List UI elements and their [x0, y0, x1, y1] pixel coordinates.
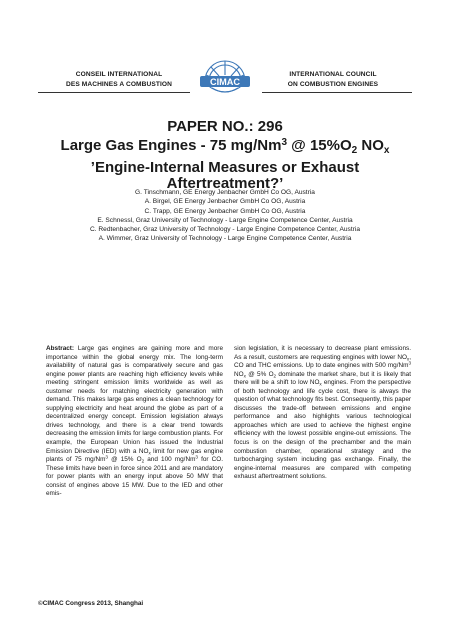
- author-line: A. Wimmer, Graz University of Technology - Large Engine Competence Center, Austria: [98, 235, 352, 243]
- author-line: E. Schnessl, Graz University of Technology - Large Engine Competence Center, Austria: [97, 216, 353, 224]
- author-list: [20, 188, 430, 244]
- header-right-line2: ON COMBUSTION ENGINES: [287, 81, 379, 88]
- header-left: [60, 70, 178, 90]
- paper-title: [30, 135, 420, 193]
- abstract-left-column: Abstract: Large gas engines are gaining more and more importance within the global energy mix. The long-term availability of natural gas is comparatively secure and gas engine power plants are reaching high efficiency levels while meeting stringent emission limits worldwide as well as customer needs for matching electricity generation with demand. This makes large gas engines a clean technology for supplying electricity and heat around the globe as part of a decentralized energy concept. Emission legislation always drives technology, and there is a clear trend towards decreasing the emission limits for large combustion plants. For example, the European Union has issued the Industrial Emission Directive (IED) with a $NO_x$ limit for new gas engine plants of 75 mg/Nm$^3$ @ 15% $O_2$ and 100 mg/Nm$^3$ for CO. These limits have been in force since 2011 and are mandatory for power plants with an energy input above 50 MW that consist of engines above 15 MW. Due to the IED and other emis-: [46, 345, 223, 498]
- header-left-rule: [38, 92, 190, 93]
- author-line: C. Trapp, GE Energy Jenbacher GmbH Co OG, Austria: [144, 207, 306, 215]
- header-left-line1: CONSEIL INTERNATIONAL: [75, 71, 163, 78]
- cimac-logo: [195, 55, 255, 100]
- header-right: [274, 70, 392, 90]
- header-right-rule: [262, 92, 412, 93]
- author-line: C. Redtenbacher, Graz University of Technology - Large Engine Competence Center, Austria: [89, 226, 360, 234]
- title-line3: Aftertreatment?’: [166, 175, 284, 192]
- header-right-line1: INTERNATIONAL COUNCIL: [289, 71, 377, 78]
- title-line2: ’Engine-Internal Measures or Exhaust: [90, 158, 360, 176]
- author-line: A. Birgel, GE Energy Jenbacher GmbH Co OG, Austria: [144, 198, 306, 206]
- footer-copyright: ©CIMAC Congress 2013, Shanghai: [38, 600, 144, 607]
- author-line: G. Tinschmann, GE Energy Jenbacher GmbH Co OG, Austria: [135, 189, 315, 196]
- paper-number: PAPER NO.: 296: [167, 118, 283, 135]
- abstract-label: Abstract:: [46, 345, 75, 352]
- logo-text: CIMAC: [209, 77, 241, 87]
- title-line1: Large Gas Engines - 75 mg/Nm$^3$ @ $15\%O_2$ $NO_x$: [60, 137, 390, 156]
- header-left-line2: DES MACHINES A COMBUSTION: [65, 81, 173, 88]
- abstract-right-column: sion legislation, it is necessary to decrease plant emissions. As a result, customers are requesting engines with lower $NO_x$, CO and THC emissions. Up to date engines with 500 mg/Nm$^3$ $NO_x$ @ 5% $O_2$ dominate the market share, but it is likely that there will be a shift to low $NO_x$ engines. From the perspective of both technology and life cycle cost, there is always the question of what technology fits best. Consequently, this paper discusses the trade-off between emissions and engine performance and also highlights various technological approaches which are used to achieve the highest engine efficiency with the lowest possible engine-out emissions. The focus is on the design of the prechamber and the main combustion chamber, operational strategy and the turbocharging system including gas exchange. Finally, the engine-internal measures are compared with competing exhaust aftertreatment solutions.: [234, 345, 411, 481]
